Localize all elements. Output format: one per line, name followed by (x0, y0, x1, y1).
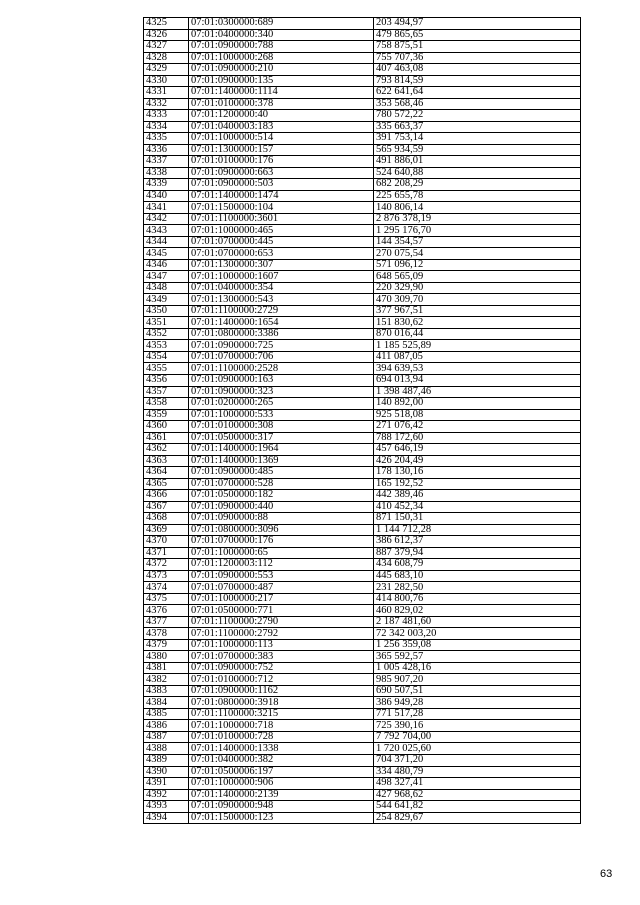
row-number-cell: 4334 (144, 121, 189, 133)
row-number-cell: 4336 (144, 144, 189, 156)
cadastral-number-cell: 07:01:1300000:307 (189, 259, 374, 271)
table-row (144, 444, 581, 456)
cadastral-value-cell: 411 087,05 (374, 351, 581, 363)
row-number-cell: 4337 (144, 156, 189, 168)
table-row (144, 570, 581, 582)
cadastral-number-cell: 07:01:0900000:752 (189, 662, 374, 674)
row-number-cell: 4363 (144, 455, 189, 467)
cadastral-number-cell: 07:01:1000000:65 (189, 547, 374, 559)
cadastral-value-cell: 498 327,41 (374, 778, 581, 790)
cadastral-value-cell: 334 480,79 (374, 766, 581, 778)
cadastral-number-cell: 07:01:0400003:183 (189, 121, 374, 133)
row-number-cell: 4328 (144, 52, 189, 64)
cadastral-value-cell: 445 683,10 (374, 570, 581, 582)
row-number-cell: 4338 (144, 167, 189, 179)
cadastral-value-cell: 870 016,44 (374, 328, 581, 340)
row-number-cell: 4327 (144, 41, 189, 53)
cadastral-value-cell: 140 892,00 (374, 398, 581, 410)
cadastral-number-cell: 07:01:0900000:440 (189, 501, 374, 513)
cadastral-value-cell: 457 646,19 (374, 444, 581, 456)
cadastral-number-cell: 07:01:0700000:706 (189, 351, 374, 363)
table-row (144, 121, 581, 133)
table-row (144, 685, 581, 697)
cadastral-number-cell: 07:01:1100000:3215 (189, 708, 374, 720)
row-number-cell: 4380 (144, 651, 189, 663)
table-row (144, 778, 581, 790)
row-number-cell: 4389 (144, 755, 189, 767)
cadastral-number-cell: 07:01:0700000:653 (189, 248, 374, 260)
table-row (144, 559, 581, 571)
table-row (144, 317, 581, 329)
table-row (144, 513, 581, 525)
table-row (144, 651, 581, 663)
row-number-cell: 4332 (144, 98, 189, 110)
row-number-cell: 4369 (144, 524, 189, 536)
table-row (144, 616, 581, 628)
cadastral-number-cell: 07:01:1000000:465 (189, 225, 374, 237)
cadastral-value-cell: 571 096,12 (374, 259, 581, 271)
cadastral-number-cell: 07:01:0500006:197 (189, 766, 374, 778)
row-number-cell: 4351 (144, 317, 189, 329)
table-row (144, 179, 581, 191)
cadastral-value-cell: 140 806,14 (374, 202, 581, 214)
table-row (144, 524, 581, 536)
row-number-cell: 4366 (144, 490, 189, 502)
cadastral-number-cell: 07:01:0500000:771 (189, 605, 374, 617)
row-number-cell: 4370 (144, 536, 189, 548)
table-row (144, 501, 581, 513)
row-number-cell: 4394 (144, 812, 189, 824)
row-number-cell: 4384 (144, 697, 189, 709)
table-row (144, 731, 581, 743)
cadastral-value-cell: 725 390,16 (374, 720, 581, 732)
row-number-cell: 4374 (144, 582, 189, 594)
cadastral-value-cell: 365 592,57 (374, 651, 581, 663)
cadastral-number-cell: 07:01:0900000:135 (189, 75, 374, 87)
table-row (144, 156, 581, 168)
cadastral-number-cell: 07:01:0900000:503 (189, 179, 374, 191)
table-row (144, 801, 581, 813)
cadastral-number-cell: 07:01:1000000:113 (189, 639, 374, 651)
cadastral-number-cell: 07:01:0700000:383 (189, 651, 374, 663)
row-number-cell: 4355 (144, 363, 189, 375)
cadastral-value-cell: 1 295 176,70 (374, 225, 581, 237)
cadastral-number-cell: 07:01:1400000:1964 (189, 444, 374, 456)
row-number-cell: 4330 (144, 75, 189, 87)
row-number-cell: 4348 (144, 282, 189, 294)
table-row (144, 351, 581, 363)
cadastral-value-cell: 178 130,16 (374, 467, 581, 479)
row-number-cell: 4364 (144, 467, 189, 479)
table-row (144, 29, 581, 41)
cadastral-value-cell: 690 507,51 (374, 685, 581, 697)
cadastral-number-cell: 07:01:0900000:553 (189, 570, 374, 582)
cadastral-value-cell: 410 452,34 (374, 501, 581, 513)
table-row (144, 720, 581, 732)
row-number-cell: 4343 (144, 225, 189, 237)
cadastral-number-cell: 07:01:1000000:1607 (189, 271, 374, 283)
cadastral-value-cell: 985 907,20 (374, 674, 581, 686)
row-number-cell: 4353 (144, 340, 189, 352)
cadastral-number-cell: 07:01:0900000:725 (189, 340, 374, 352)
cadastral-number-cell: 07:01:0900000:88 (189, 513, 374, 525)
cadastral-value-cell: 353 568,46 (374, 98, 581, 110)
cadastral-value-cell: 231 282,50 (374, 582, 581, 594)
cadastral-value-cell: 1 005 428,16 (374, 662, 581, 674)
cadastral-number-cell: 07:01:0500000:317 (189, 432, 374, 444)
cadastral-value-cell: 2 187 481,60 (374, 616, 581, 628)
table-row (144, 708, 581, 720)
table-row (144, 743, 581, 755)
table-row (144, 674, 581, 686)
table-row (144, 593, 581, 605)
table-row (144, 133, 581, 145)
table-row (144, 628, 581, 640)
table-row (144, 789, 581, 801)
row-number-cell: 4386 (144, 720, 189, 732)
row-number-cell: 4335 (144, 133, 189, 145)
cadastral-number-cell: 07:01:0400000:382 (189, 755, 374, 767)
cadastral-value-cell: 565 934,59 (374, 144, 581, 156)
table-row (144, 363, 581, 375)
table-row (144, 605, 581, 617)
cadastral-number-cell: 07:01:1000000:514 (189, 133, 374, 145)
cadastral-value-cell: 271 076,42 (374, 421, 581, 433)
cadastral-value-cell: 151 830,62 (374, 317, 581, 329)
cadastral-value-cell: 335 663,37 (374, 121, 581, 133)
row-number-cell: 4358 (144, 398, 189, 410)
cadastral-number-cell: 07:01:0800000:3386 (189, 328, 374, 340)
table-row (144, 662, 581, 674)
table-row (144, 340, 581, 352)
table-row (144, 167, 581, 179)
cadastral-value-cell: 1 144 712,28 (374, 524, 581, 536)
cadastral-value-cell: 1 256 359,08 (374, 639, 581, 651)
row-number-cell: 4372 (144, 559, 189, 571)
row-number-cell: 4329 (144, 64, 189, 76)
cadastral-value-cell: 1 398 487,46 (374, 386, 581, 398)
cadastral-value-cell: 377 967,51 (374, 305, 581, 317)
table-row (144, 455, 581, 467)
table-row (144, 271, 581, 283)
table-row (144, 398, 581, 410)
row-number-cell: 4368 (144, 513, 189, 525)
cadastral-number-cell: 07:01:1500000:123 (189, 812, 374, 824)
table-row (144, 110, 581, 122)
cadastral-number-cell: 07:01:0800000:3096 (189, 524, 374, 536)
cadastral-value-cell: 491 886,01 (374, 156, 581, 168)
table-row (144, 213, 581, 225)
row-number-cell: 4341 (144, 202, 189, 214)
cadastral-number-cell: 07:01:0400000:354 (189, 282, 374, 294)
cadastral-value-cell: 7 792 704,00 (374, 731, 581, 743)
cadastral-number-cell: 07:01:0900000:663 (189, 167, 374, 179)
cadastral-value-cell: 414 800,76 (374, 593, 581, 605)
row-number-cell: 4346 (144, 259, 189, 271)
cadastral-number-cell: 07:01:1000000:217 (189, 593, 374, 605)
cadastral-number-cell: 07:01:0300000:689 (189, 18, 374, 30)
cadastral-value-cell: 394 639,53 (374, 363, 581, 375)
table-row (144, 41, 581, 53)
table-row (144, 225, 581, 237)
cadastral-number-cell: 07:01:1400000:2139 (189, 789, 374, 801)
table-row (144, 766, 581, 778)
cadastral-value-cell: 470 309,70 (374, 294, 581, 306)
cadastral-value-cell: 704 371,20 (374, 755, 581, 767)
cadastral-number-cell: 07:01:0200000:265 (189, 398, 374, 410)
row-number-cell: 4382 (144, 674, 189, 686)
row-number-cell: 4339 (144, 179, 189, 191)
row-number-cell: 4391 (144, 778, 189, 790)
table-row (144, 639, 581, 651)
row-number-cell: 4393 (144, 801, 189, 813)
row-number-cell: 4376 (144, 605, 189, 617)
table-row (144, 374, 581, 386)
row-number-cell: 4354 (144, 351, 189, 363)
cadastral-number-cell: 07:01:0900000:788 (189, 41, 374, 53)
row-number-cell: 4375 (144, 593, 189, 605)
row-number-cell: 4331 (144, 87, 189, 99)
table-body (144, 18, 581, 824)
cadastral-value-cell: 925 518,08 (374, 409, 581, 421)
table-row (144, 236, 581, 248)
cadastral-number-cell: 07:01:1100000:2792 (189, 628, 374, 640)
table-row (144, 190, 581, 202)
cadastral-number-cell: 07:01:0900000:323 (189, 386, 374, 398)
row-number-cell: 4344 (144, 236, 189, 248)
row-number-cell: 4352 (144, 328, 189, 340)
table-row (144, 812, 581, 824)
cadastral-number-cell: 07:01:0100000:378 (189, 98, 374, 110)
cadastral-number-cell: 07:01:0100000:176 (189, 156, 374, 168)
table-row (144, 328, 581, 340)
row-number-cell: 4390 (144, 766, 189, 778)
cadastral-value-cell: 622 641,64 (374, 87, 581, 99)
table-row (144, 294, 581, 306)
table-row (144, 467, 581, 479)
cadastral-number-cell: 07:01:0700000:487 (189, 582, 374, 594)
page-number: 63 (600, 868, 613, 880)
row-number-cell: 4383 (144, 685, 189, 697)
cadastral-value-cell: 426 204,49 (374, 455, 581, 467)
table-row (144, 248, 581, 260)
cadastral-number-cell: 07:01:1300000:157 (189, 144, 374, 156)
table-row (144, 52, 581, 64)
cadastral-number-cell: 07:01:0900000:1162 (189, 685, 374, 697)
cadastral-number-cell: 07:01:1100000:2528 (189, 363, 374, 375)
cadastral-number-cell: 07:01:0500000:182 (189, 490, 374, 502)
row-number-cell: 4379 (144, 639, 189, 651)
cadastral-value-cell: 694 013,94 (374, 374, 581, 386)
cadastral-value-cell: 1 185 525,89 (374, 340, 581, 352)
cadastral-number-cell: 07:01:1400000:1369 (189, 455, 374, 467)
cadastral-value-cell: 780 572,22 (374, 110, 581, 122)
row-number-cell: 4333 (144, 110, 189, 122)
cadastral-number-cell: 07:01:0100000:728 (189, 731, 374, 743)
cadastral-number-cell: 07:01:0800000:3918 (189, 697, 374, 709)
cadastral-number-cell: 07:01:0900000:485 (189, 467, 374, 479)
cadastral-value-cell: 771 517,28 (374, 708, 581, 720)
table-row (144, 478, 581, 490)
cadastral-value-cell: 755 707,36 (374, 52, 581, 64)
cadastral-value-cell: 788 172,60 (374, 432, 581, 444)
cadastral-value-cell: 793 814,59 (374, 75, 581, 87)
cadastral-value-cell: 427 968,62 (374, 789, 581, 801)
row-number-cell: 4387 (144, 731, 189, 743)
cadastral-value-cell: 479 865,65 (374, 29, 581, 41)
table-row (144, 386, 581, 398)
table-row (144, 305, 581, 317)
cadastral-number-cell: 07:01:1400000:1654 (189, 317, 374, 329)
cadastral-number-cell: 07:01:1200003:112 (189, 559, 374, 571)
table-row (144, 259, 581, 271)
cadastral-value-cell: 203 494,97 (374, 18, 581, 30)
cadastral-number-cell: 07:01:1100000:2729 (189, 305, 374, 317)
row-number-cell: 4378 (144, 628, 189, 640)
cadastral-number-cell: 07:01:1400000:1114 (189, 87, 374, 99)
table-row (144, 409, 581, 421)
row-number-cell: 4381 (144, 662, 189, 674)
row-number-cell: 4360 (144, 421, 189, 433)
cadastral-number-cell: 07:01:0900000:210 (189, 64, 374, 76)
table-row (144, 547, 581, 559)
row-number-cell: 4377 (144, 616, 189, 628)
cadastral-number-cell: 07:01:0900000:948 (189, 801, 374, 813)
row-number-cell: 4371 (144, 547, 189, 559)
cadastral-number-cell: 07:01:1400000:1474 (189, 190, 374, 202)
row-number-cell: 4392 (144, 789, 189, 801)
row-number-cell: 4357 (144, 386, 189, 398)
row-number-cell: 4361 (144, 432, 189, 444)
table-row (144, 755, 581, 767)
cadastral-value-cell: 524 640,88 (374, 167, 581, 179)
cadastral-value-cell: 144 354,57 (374, 236, 581, 248)
cadastral-number-cell: 07:01:0900000:163 (189, 374, 374, 386)
cadastral-value-cell: 254 829,67 (374, 812, 581, 824)
table-row (144, 490, 581, 502)
cadastral-value-cell: 544 641,82 (374, 801, 581, 813)
row-number-cell: 4356 (144, 374, 189, 386)
cadastral-value-cell: 72 342 003,20 (374, 628, 581, 640)
cadastral-number-cell: 07:01:1100000:3601 (189, 213, 374, 225)
row-number-cell: 4359 (144, 409, 189, 421)
cadastral-value-cell: 270 075,54 (374, 248, 581, 260)
cadastral-number-cell: 07:01:0700000:176 (189, 536, 374, 548)
cadastral-number-cell: 07:01:1000000:533 (189, 409, 374, 421)
row-number-cell: 4350 (144, 305, 189, 317)
row-number-cell: 4367 (144, 501, 189, 513)
cadastral-value-cell: 407 463,08 (374, 64, 581, 76)
cadastral-value-cell: 434 608,79 (374, 559, 581, 571)
row-number-cell: 4365 (144, 478, 189, 490)
cadastral-value-cell: 165 192,52 (374, 478, 581, 490)
cadastral-number-cell: 07:01:1300000:543 (189, 294, 374, 306)
row-number-cell: 4326 (144, 29, 189, 41)
cadastral-value-cell: 225 655,78 (374, 190, 581, 202)
cadastral-value-cell: 648 565,09 (374, 271, 581, 283)
table-row (144, 144, 581, 156)
cadastral-value-cell: 442 389,46 (374, 490, 581, 502)
row-number-cell: 4342 (144, 213, 189, 225)
cadastral-number-cell: 07:01:1000000:718 (189, 720, 374, 732)
cadastral-value-cell: 871 150,31 (374, 513, 581, 525)
row-number-cell: 4388 (144, 743, 189, 755)
cadastral-value-cell: 391 753,14 (374, 133, 581, 145)
cadastral-value-table (143, 17, 581, 824)
cadastral-number-cell: 07:01:0400000:340 (189, 29, 374, 41)
table-row (144, 582, 581, 594)
cadastral-number-cell: 07:01:0100000:712 (189, 674, 374, 686)
row-number-cell: 4385 (144, 708, 189, 720)
table-row (144, 18, 581, 30)
table-row (144, 421, 581, 433)
cadastral-value-cell: 386 949,28 (374, 697, 581, 709)
cadastral-value-cell: 386 612,37 (374, 536, 581, 548)
table-row (144, 536, 581, 548)
row-number-cell: 4325 (144, 18, 189, 30)
row-number-cell: 4340 (144, 190, 189, 202)
cadastral-value-cell: 220 329,90 (374, 282, 581, 294)
cadastral-value-cell: 460 829,02 (374, 605, 581, 617)
row-number-cell: 4345 (144, 248, 189, 260)
table-row (144, 432, 581, 444)
cadastral-number-cell: 07:01:1500000:104 (189, 202, 374, 214)
cadastral-value-cell: 758 875,51 (374, 41, 581, 53)
row-number-cell: 4373 (144, 570, 189, 582)
table-row (144, 64, 581, 76)
cadastral-value-cell: 887 379,94 (374, 547, 581, 559)
cadastral-number-cell: 07:01:0700000:445 (189, 236, 374, 248)
cadastral-number-cell: 07:01:0700000:528 (189, 478, 374, 490)
row-number-cell: 4362 (144, 444, 189, 456)
table-row (144, 75, 581, 87)
cadastral-number-cell: 07:01:1000000:268 (189, 52, 374, 64)
table-row (144, 697, 581, 709)
row-number-cell: 4349 (144, 294, 189, 306)
table-row (144, 98, 581, 110)
cadastral-number-cell: 07:01:1200000:40 (189, 110, 374, 122)
table-row (144, 87, 581, 99)
row-number-cell: 4347 (144, 271, 189, 283)
cadastral-value-cell: 2 876 378,19 (374, 213, 581, 225)
cadastral-number-cell: 07:01:1000000:906 (189, 778, 374, 790)
table-row (144, 202, 581, 214)
table-row (144, 282, 581, 294)
cadastral-value-cell: 682 208,29 (374, 179, 581, 191)
cadastral-number-cell: 07:01:1100000:2790 (189, 616, 374, 628)
cadastral-number-cell: 07:01:0100000:308 (189, 421, 374, 433)
cadastral-number-cell: 07:01:1400000:1338 (189, 743, 374, 755)
cadastral-value-cell: 1 720 025,60 (374, 743, 581, 755)
